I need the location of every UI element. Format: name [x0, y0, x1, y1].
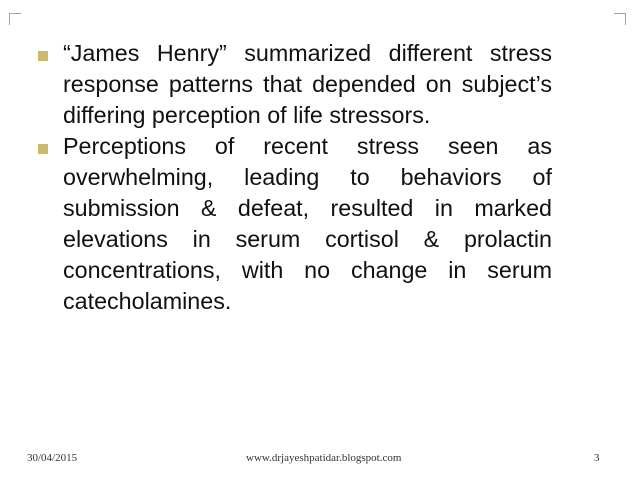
bullet-item: [38, 131, 552, 317]
footer-page-number: 3: [594, 452, 600, 464]
footer-url: www.drjayeshpatidar.blogspot.com: [246, 452, 402, 464]
bullet-item: [38, 38, 552, 131]
square-bullet-icon: [38, 51, 48, 61]
bullet-text: “James Henry” summarized different stress response patterns that depended on subject’s differing perception of life stressors.: [63, 40, 552, 128]
footer-date: 30/04/2015: [27, 452, 78, 464]
square-bullet-icon: [38, 144, 48, 154]
slide-content: [38, 38, 552, 317]
bullet-text: Perceptions of recent stress seen as overwhelming, leading to behaviors of submission & defeat, resulted in marked elevations in serum cortisol & prolactin concentrations, with no change in serum catecholamines.: [63, 133, 552, 314]
